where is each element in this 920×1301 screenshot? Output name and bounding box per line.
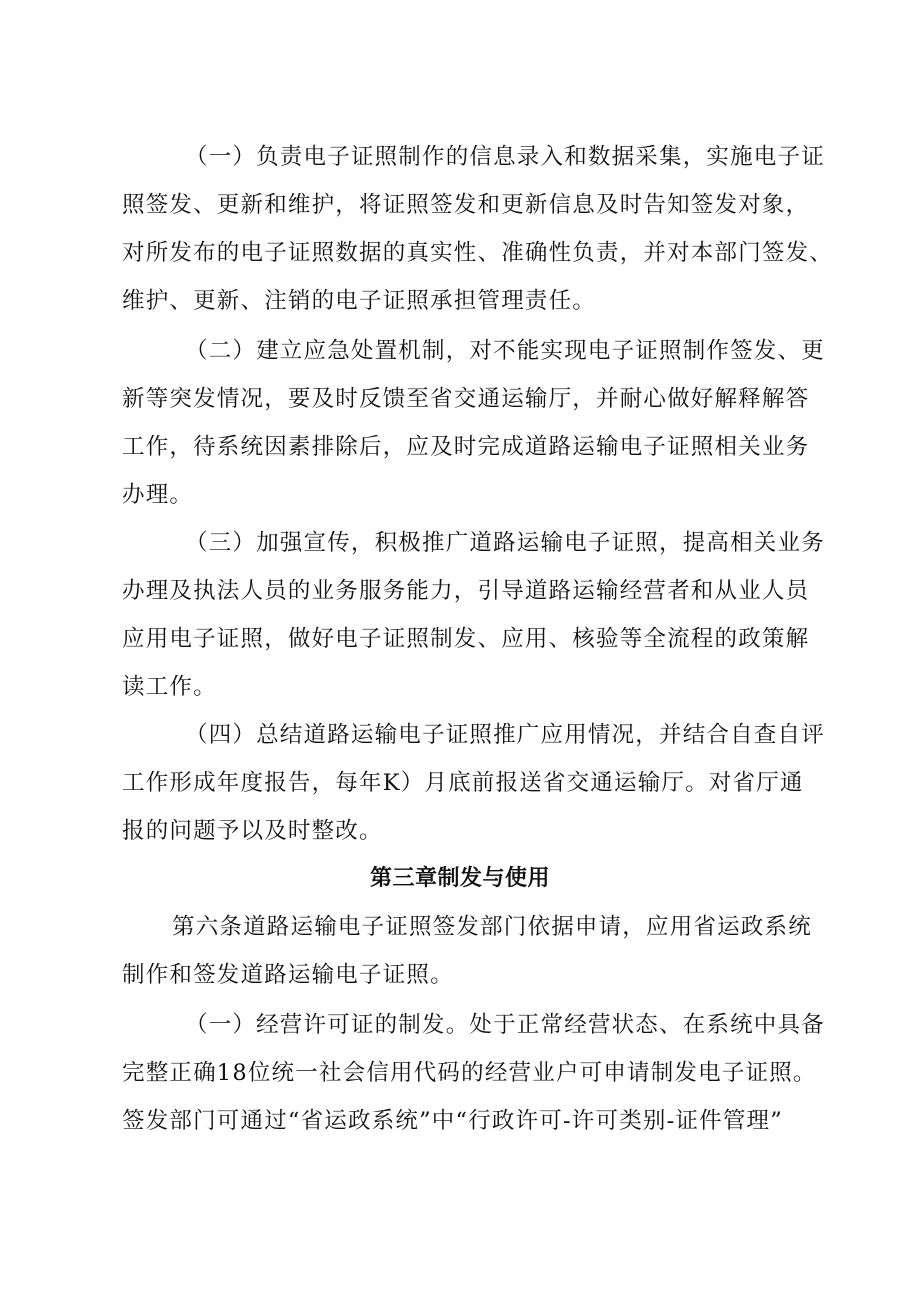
paragraph-line: 工作形成年度报告，每年K）月底前报送省交通运输厅。对省厅通: [122, 770, 804, 796]
paragraph-line: 新等突发情况，要及时反馈至省交通运输厅，并耐心做好解释解答: [122, 386, 810, 412]
chapter-heading: 第三章制发与使用: [370, 866, 551, 891]
paragraph-line: 维护、更新、注销的电子证照承担管理责任。: [122, 288, 597, 314]
paragraph-line: （二）建立应急处置机制，对不能实现电子证照制作签发、更: [185, 338, 825, 364]
paragraph-line: 办理及执法人员的业务服务能力，引导道路运输经营者和从业人员: [122, 578, 810, 604]
paragraph-line: （四）总结道路运输电子证照推广应用情况，并结合自查自评: [185, 722, 825, 748]
paragraph-line: 读工作。: [122, 674, 217, 700]
paragraph-line: 签发部门可通过“省运政系统”中“行政许可-许可类别-证件管理”: [122, 1108, 783, 1134]
paragraph-line: 完整正确18位统一社会信用代码的经营业户可申请制发电子证照。: [122, 1060, 817, 1086]
paragraph-line: （一）负责电子证照制作的信息录入和数据采集，实施电子证: [185, 144, 825, 170]
paragraph-line: 应用电子证照，做好电子证照制发、应用、核验等全流程的政策解: [122, 626, 810, 652]
paragraph-line: 工作，待系统因素排除后，应及时完成道路运输电子证照相关业务: [122, 434, 810, 460]
paragraph-line: （三）加强宣传，积极推广道路运输电子证照，提高相关业务: [185, 530, 825, 556]
paragraph-line: （一）经营许可证的制发。处于正常经营状态、在系统中具备: [185, 1012, 825, 1038]
paragraph-line: 报的问题予以及时整改。: [122, 818, 383, 844]
paragraph-line: 制作和签发道路运输电子证照。: [122, 962, 454, 988]
paragraph-line: 照签发、更新和维护，将证照签发和更新信息及时告知签发对象，: [122, 192, 810, 218]
paragraph-line: 办理。: [122, 482, 194, 508]
paragraph-line: 对所发布的电子证照数据的真实性、准确性负责，并对本部门签发、: [122, 240, 834, 266]
paragraph-line: 第六条道路运输电子证照签发部门依据申请，应用省运政系统: [172, 914, 812, 940]
